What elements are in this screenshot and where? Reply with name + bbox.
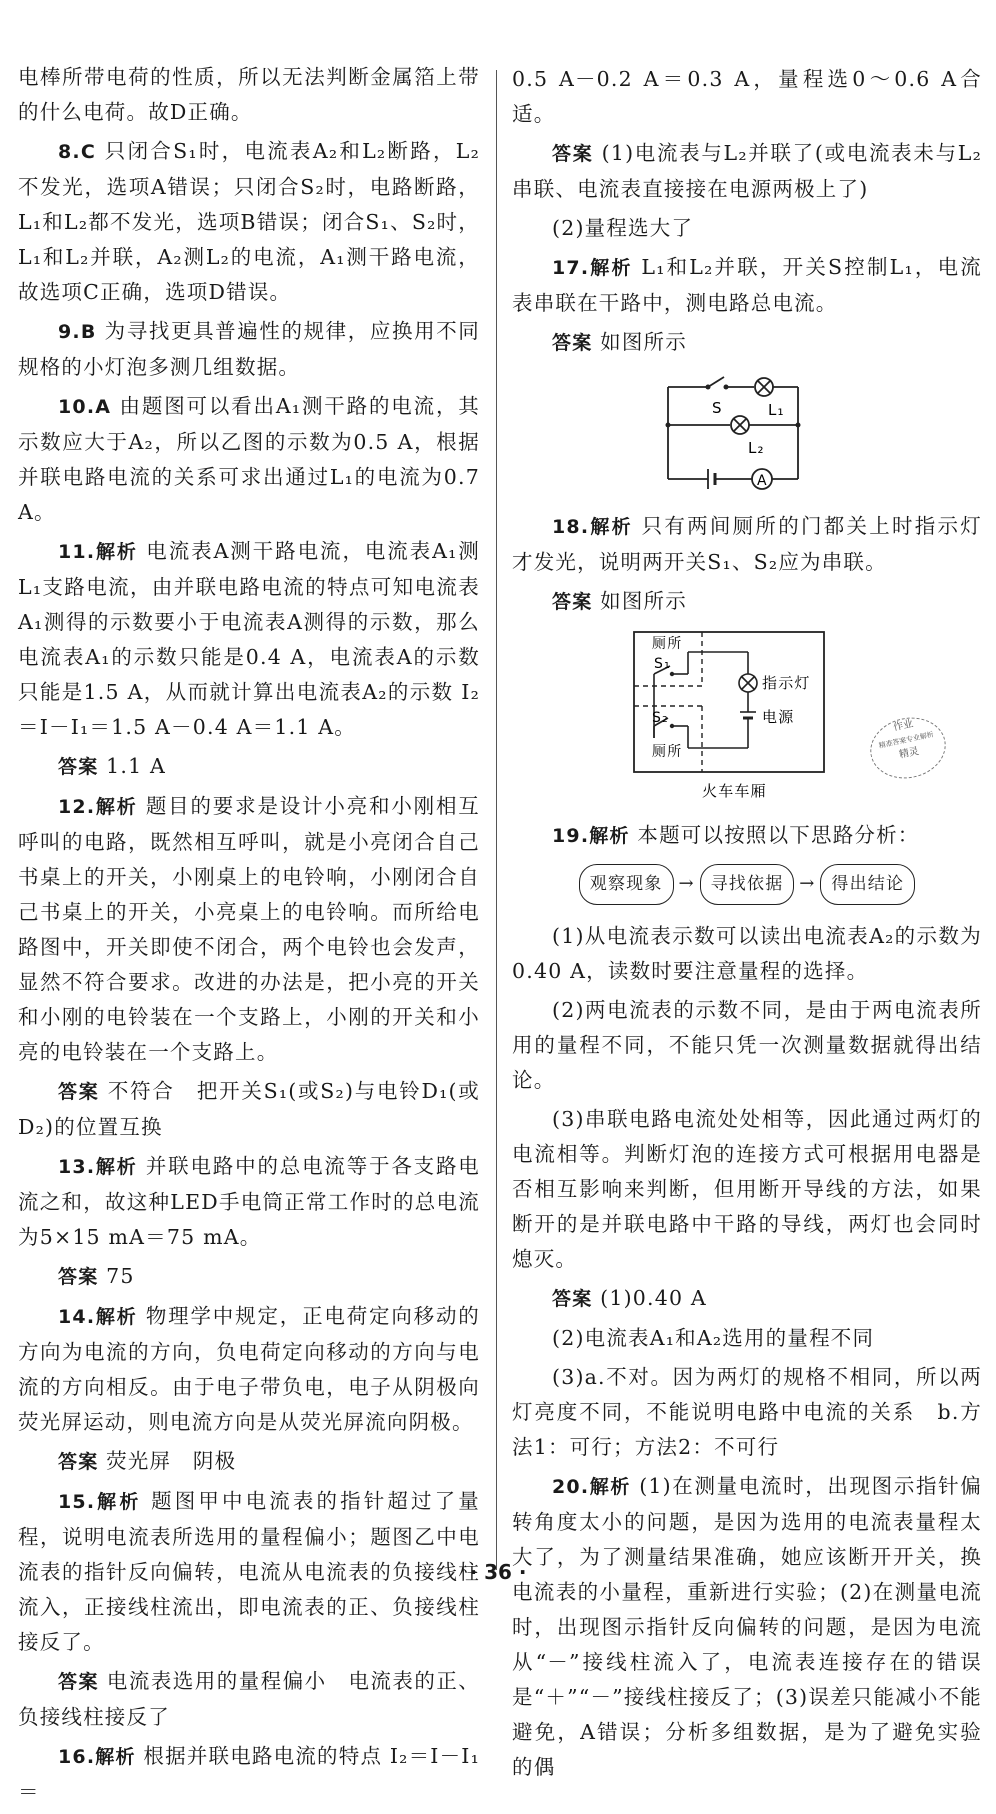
flow-step-evidence: 寻找依据 — [700, 864, 795, 905]
answer-q12: 答案 不符合 把开关S₁(或S₂)与电铃D₁(或D₂)的位置互换 — [18, 1079, 481, 1139]
ammeter-label: A — [757, 473, 768, 489]
lamp2-label: L₂ — [748, 439, 765, 457]
toilet2-label: 厕所 — [652, 744, 683, 760]
paragraph: 0.5 A－0.2 A＝0.3 A，量程选0～0.6 A合适。 — [512, 67, 982, 126]
flowchart — [512, 864, 982, 905]
paragraph: (3)串联电路电流处处相等，因此通过两灯的电流相等。判断灯泡的连接方式可根据用电器是否相互影响来判断，但用断开导线的方法，如果断开的是并联电路中干路的导线，两灯也会同时熄灭。 — [512, 1107, 982, 1271]
paragraph-q18: 18.解析 只有两间厕所的门都关上时指示灯才发光，说明两开关S₁、S₂应为串联。 — [512, 514, 982, 574]
left-column — [18, 60, 480, 1814]
paragraph: (2)量程选大了 — [552, 216, 694, 240]
lamp1-label: L₁ — [768, 401, 785, 419]
indicator-lamp-label: 指示灯 — [762, 674, 811, 692]
paragraph: (1)从电流表示数可以读出电流表A₂的示数为0.40 A，读数时要注意量程的选择。 — [512, 924, 982, 983]
flow-step-observe: 观察现象 — [579, 864, 674, 905]
paragraph-q20: 20.解析 (1)在测量电流时，出现图示指针偏转角度太小的问题，是因为选用的电流表量程太大了，为了测量结果准确，她应该断开开关，换电流表的小量程，重新进行实验；(2)在测量电流时，出现图示指针反向偏转的问题，是因为电流从“－”接线柱流入了，电流表连接存在的错误是“＋”“－”接线柱接反了；(3)误差只能减小不能避免，A错误；分析多组数据，是为了避免实验的偶 — [512, 1474, 982, 1779]
s1-label: S₁ — [654, 656, 671, 672]
paragraph: 电棒所带电荷的性质，所以无法判断金属箔上带的什么电荷。故D正确。 — [18, 65, 480, 124]
stamp-text: 精准答案专业解析 — [878, 730, 935, 750]
paragraph: (3)a.不对。因为两灯的规格不相同，所以两灯亮度不同，不能说明电路中电流的关系 b.方法1：可行；方法2：不可行 — [512, 1365, 982, 1459]
toilet1-label: 厕所 — [652, 636, 683, 652]
answer-q17: 答案 如图所示 — [552, 330, 687, 354]
paragraph: (2)两电流表的示数不同，是由于两电流表所用的量程不同，不能只凭一次测量数据就得出结论。 — [512, 998, 982, 1092]
answer-q16: 答案 (1)电流表与L₂并联了(或电流表未与L₂串联、电流表直接接在电源两极上了) — [512, 141, 982, 201]
carriage-caption: 火车车厢 — [702, 782, 767, 800]
circuit-17-svg — [512, 367, 982, 497]
power-source-label: 电源 — [762, 708, 795, 726]
paragraph-q17: 17.解析 L₁和L₂并联，开关S控制L₁，电流表串联在干路中，测电路总电流。 — [512, 255, 982, 315]
answer-q18: 答案 如图所示 — [552, 589, 687, 613]
paragraph-q13: 13.解析 并联电路中的总电流等于各支路电流之和，故这种LED手电筒正常工作时的总电流为5×15 mA＝75 mA。 — [18, 1154, 480, 1249]
arrow-icon: → — [799, 873, 816, 894]
answer-q13: 答案 75 — [58, 1264, 135, 1288]
flow-step-conclusion: 得出结论 — [820, 864, 915, 905]
paragraph-q16: 16.解析 根据并联电路电流的特点 I₂＝I－I₁＝ — [18, 1744, 481, 1804]
right-column — [512, 62, 982, 1789]
arrow-icon: → — [678, 873, 695, 894]
answer-q15: 答案 电流表选用的量程偏小 电流表的正、负接线柱接反了 — [18, 1669, 481, 1729]
paragraph-q15: 15.解析 题图甲中电流表的指针超过了量程，说明电流表所选用的量程偏小；题图乙中电流表的指针反向偏转，电流从电流表的负接线柱流入，正接线柱流出，即电流表的正、负接线柱接反了。 — [18, 1489, 480, 1654]
paragraph-q11: 11.解析 电流表A测干路电流，电流表A₁测L₁支路电流，由并联电路电流的特点可知电流表A₁测得的示数要小于电流表A测得的示数，那么电流表A₁的示数只能是0.4 A，电流表A的示数只能是1.5 A，从而就计算出电流表A₂的示数 I₂＝I－I₁＝1.5 A－0.4 A＝1.1 A。 — [18, 539, 480, 739]
paragraph-q10: 10.A 由题图可以看出A₁测干路的电流，其示数应大于A₂，所以乙图的示数为0.5 A，根据并联电路电流的关系可求出通过L₁的电流为0.7 A。 — [18, 394, 481, 524]
stamp-text: 精灵 — [898, 745, 921, 761]
circuit-diagram-17 — [512, 367, 982, 497]
column-divider — [496, 70, 497, 1570]
circuit-18-svg — [512, 626, 982, 806]
s2-label: S₂ — [652, 710, 669, 726]
paragraph-q8: 8.C 只闭合S₁时，电流表A₂和L₂断路，L₂不发光，选项A错误；只闭合S₂时，电路断路，L₁和L₂都不发光，选项B错误；闭合S₁、S₂时，L₁和L₂并联，A₂测L₂的电流，A₁测干路电流，故选项C正确，选项D错误。 — [18, 139, 481, 304]
switch-label: S — [712, 399, 723, 417]
circuit-diagram-18 — [512, 626, 982, 806]
paragraph-q19: 19.解析 本题可以按照以下思路分析： — [552, 823, 920, 847]
page-number: · 36 · — [469, 1560, 527, 1584]
paragraph-q9: 9.B 为寻找更具普遍性的规律，应换用不同规格的小灯泡多测几组数据。 — [18, 319, 480, 379]
stamp-text: 作业 — [892, 718, 915, 734]
answer-q19: 答案 (1)0.40 A — [552, 1286, 707, 1310]
paragraph: (2)电流表A₁和A₂选用的量程不同 — [552, 1326, 875, 1350]
answer-q11: 答案 1.1 A — [58, 754, 167, 778]
answer-q14: 答案 荧光屏 阴极 — [58, 1449, 237, 1473]
paragraph-q14: 14.解析 物理学中规定，正电荷定向移动的方向为电流的方向，负电荷定向移动的方向与电流的方向相反。由于电子带负电，电子从阴极向荧光屏运动，则电流方向是从荧光屏流向阴极。 — [18, 1304, 480, 1434]
paragraph-q12: 12.解析 题目的要求是设计小亮和小刚相互呼叫的电路，既然相互呼叫，就是小亮闭合自己书桌上的开关，小刚桌上的电铃响，小刚闭合自己书桌上的开关，小亮桌上的电铃响。而所给电路图中，开关即使不闭合，两个电铃也会发声，显然不符合要求。改进的办法是，把小亮的开关和小刚的电铃装在一个支路上，小刚的开关和小亮的电铃装在一个支路上。 — [18, 794, 480, 1064]
